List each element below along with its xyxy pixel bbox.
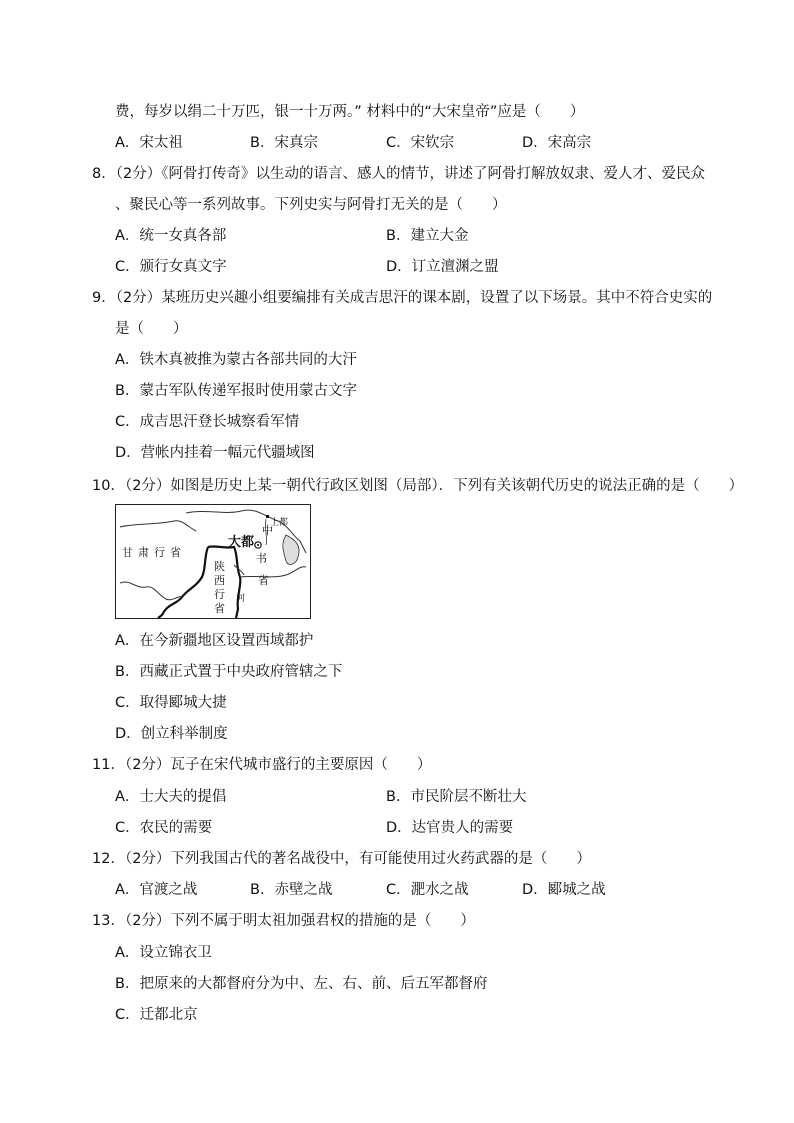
map-label-xing1: 行 [154, 546, 165, 559]
q10-option-d: D．创立科举制度 [115, 726, 228, 742]
map-label-su: 肃 [138, 546, 149, 559]
q7-option-c: C．宋钦宗 [386, 135, 455, 151]
q10-option-b: B．西藏正式置于中央政府管辖之下 [115, 664, 343, 680]
q11-option-d: D．达官贵人的需要 [386, 820, 514, 836]
q10-option-c: C．取得郾城大捷 [115, 695, 227, 711]
q8-stem-line1: 8．（2分）《阿骨打传奇》以生动的语言、感人的情节，讲述了阿骨打解放奴隶、爱人才、爱民众 [92, 166, 705, 182]
q12-option-c: C．淝水之战 [386, 882, 469, 898]
q9-stem-line2: 是（ ） [115, 321, 188, 337]
q10-option-a: A．在今新疆地区设置西域都护 [115, 633, 314, 649]
q9-stem-line1: 9．（2分）某班历史兴趣小组要编排有关成吉思汗的课本剧，设置了以下场景。其中不符合史实的 [92, 290, 713, 306]
map-label-he: 河 [236, 594, 246, 604]
q8-stem-line2: 、聚民心等一系列故事。下列史实与阿骨打无关的是（ ） [115, 197, 507, 213]
map-label-sheng3: 省 [258, 574, 269, 587]
map-label-shangdu: 上都 [270, 518, 289, 528]
map-label-dadu: 大都 [228, 535, 255, 550]
q9-option-a: A．铁木真被推为蒙古各部共同的大汗 [115, 352, 357, 368]
q9-option-b: B．蒙古军队传递军报时使用蒙古文字 [115, 383, 357, 399]
q11-option-b: B．市民阶层不断壮大 [386, 789, 527, 805]
q7-stem-continuation: 费，每岁以绢二十万匹，银一十万两。” 材料中的“大宋皇帝”应是（ ） [115, 104, 585, 120]
q10-stem: 10．（2分）如图是历史上某一朝代行政区划图（局部）．下列有关该朝代历史的说法正确的是（ ） [92, 478, 744, 494]
map-label-shu: 书 [256, 552, 267, 565]
q12-stem: 12．（2分）下列我国古代的著名战役中，有可能使用过火药武器的是（ ） [92, 851, 591, 867]
q9-option-c: C．成吉思汗登长城察看军情 [115, 414, 300, 430]
q8-option-a: A．统一女真各部 [115, 228, 227, 244]
q7-option-b: B．宋真宗 [250, 135, 318, 151]
q8-option-c: C．颁行女真文字 [115, 259, 227, 275]
map-label-sheng2: 省 [214, 602, 225, 615]
q11-stem: 11．（2分）瓦子在宋代城市盛行的主要原因（ ） [92, 757, 432, 773]
q12-option-d: D．郾城之战 [522, 882, 606, 898]
q7-option-d: D．宋高宗 [522, 135, 592, 151]
q11-option-a: A．士大夫的提倡 [115, 789, 227, 805]
q9-option-d: D．营帐内挂着一幅元代疆域图 [115, 445, 315, 461]
map-label-shaan: 陕 [214, 560, 225, 573]
q13-stem: 13．（2分）下列不属于明太祖加强君权的措施的是（ ） [92, 913, 475, 929]
q12-option-a: A．官渡之战 [115, 882, 198, 898]
map-label-zhong: 中 [262, 524, 273, 537]
map-label-xing2: 行 [214, 588, 225, 601]
q13-option-c: C．迁都北京 [115, 1007, 198, 1023]
q13-option-b: B．把原来的大都督府分为中、左、右、前、后五军都督府 [115, 976, 488, 992]
q8-option-d: D．订立澶渊之盟 [386, 259, 499, 275]
map-label-gan: 甘 [122, 546, 133, 559]
map-label-xi: 西 [214, 574, 225, 587]
q11-option-c: C．农民的需要 [115, 820, 213, 836]
map-label-sheng1: 省 [170, 546, 181, 559]
q8-option-b: B．建立大金 [386, 228, 469, 244]
q13-option-a: A．设立锦衣卫 [115, 945, 212, 961]
q12-option-b: B．赤壁之战 [250, 882, 333, 898]
q10-yuan-map [115, 504, 311, 619]
q7-option-a: A．宋太祖 [115, 135, 183, 151]
